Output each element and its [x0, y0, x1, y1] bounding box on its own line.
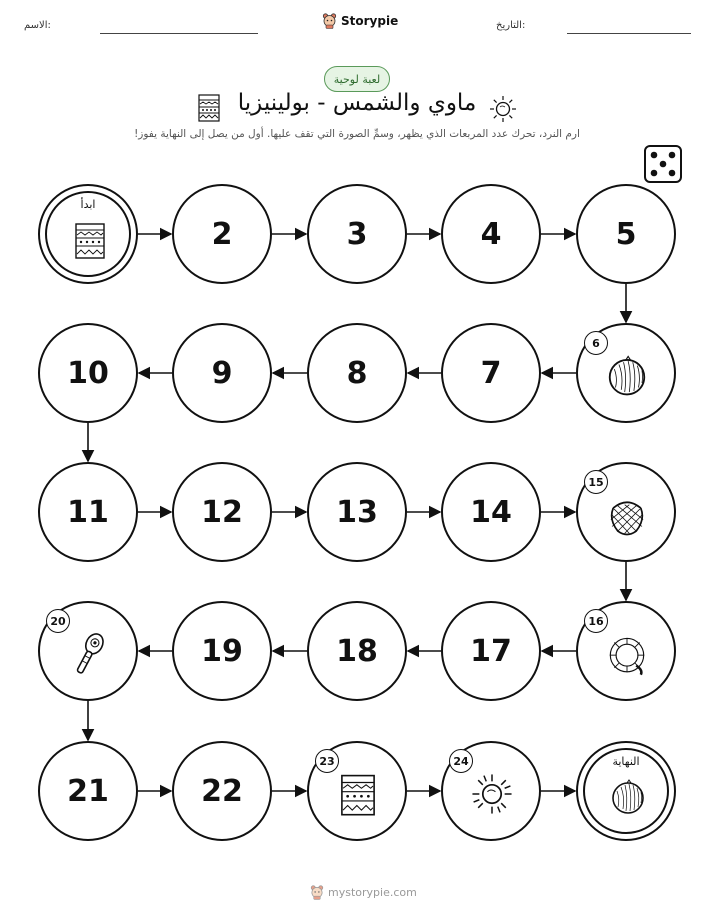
square-number: 10	[67, 355, 109, 391]
board-square-19[interactable]	[172, 601, 272, 701]
game-type-badge: لعبة لوحية	[324, 66, 390, 92]
square-number: 5	[615, 216, 637, 252]
board-square-9[interactable]	[172, 323, 272, 423]
square-number-badge: 6	[584, 331, 608, 355]
coconut-icon	[608, 777, 648, 817]
square-number-badge: 15	[584, 470, 608, 494]
square-number: 11	[67, 494, 109, 530]
board-square-23[interactable]	[307, 741, 407, 841]
board-square-2[interactable]	[172, 184, 272, 284]
board-square-3[interactable]	[307, 184, 407, 284]
finish-label: النهاية	[612, 755, 640, 768]
square-number: 2	[211, 216, 233, 252]
square-number: 22	[201, 773, 243, 809]
board-square-21[interactable]	[38, 741, 138, 841]
board-square-17[interactable]	[441, 601, 541, 701]
square-number: 7	[480, 355, 502, 391]
square-number: 4	[480, 216, 502, 252]
square-number: 12	[201, 494, 243, 530]
board-square-18[interactable]	[307, 601, 407, 701]
sun-icon	[469, 771, 515, 817]
footer	[310, 884, 417, 900]
square-number: 14	[470, 494, 512, 530]
square-number: 17	[470, 633, 512, 669]
board-square-8[interactable]	[307, 323, 407, 423]
board-square-6[interactable]	[576, 323, 676, 423]
name-label: الاسم:	[24, 20, 51, 31]
square-number: 8	[346, 355, 368, 391]
board-square-14[interactable]	[441, 462, 541, 562]
board-square-22[interactable]	[172, 741, 272, 841]
storypie-logo-icon	[310, 884, 324, 900]
square-number: 18	[336, 633, 378, 669]
square-number: 21	[67, 773, 109, 809]
date-label: التاريخ:	[496, 20, 526, 31]
board-square-20[interactable]	[38, 601, 138, 701]
board-square-4[interactable]	[441, 184, 541, 284]
start-label: ابدأ	[80, 198, 96, 211]
board-square-13[interactable]	[307, 462, 407, 562]
start-square[interactable]	[38, 184, 138, 284]
footer-site[interactable]: mystorypie.com	[328, 885, 417, 899]
square-number-badge: 16	[584, 609, 608, 633]
brand-name: Storypie	[341, 13, 399, 28]
square-number-badge: 20	[46, 609, 70, 633]
square-number-badge: 23	[315, 749, 339, 773]
coconut-icon	[604, 353, 650, 399]
board-square-7[interactable]	[441, 323, 541, 423]
carved-club-icon	[66, 631, 112, 677]
board-square-10[interactable]	[38, 323, 138, 423]
fishing-net-icon	[604, 492, 650, 538]
tapa-cloth-icon	[335, 771, 381, 817]
tapa-cloth-icon	[70, 220, 110, 260]
finish-square[interactable]	[576, 741, 676, 841]
board-square-15[interactable]	[576, 462, 676, 562]
board-square-16[interactable]	[576, 601, 676, 701]
rope-coil-icon	[604, 631, 650, 677]
board-square-24[interactable]	[441, 741, 541, 841]
square-number: 3	[346, 216, 368, 252]
square-number: 19	[201, 633, 243, 669]
page-title: ماوي والشمس - بولينيزيا	[237, 90, 477, 116]
instructions: ارم النرد، تحرك عدد المربعات الذي يظهر، وسمِّ الصورة التي تقف عليها. أول من يصل إلى النهاية يفوز!	[134, 128, 580, 140]
board-square-12[interactable]	[172, 462, 272, 562]
board-square-11[interactable]	[38, 462, 138, 562]
board-square-5[interactable]	[576, 184, 676, 284]
square-number: 13	[336, 494, 378, 530]
square-number-badge: 24	[449, 749, 473, 773]
square-number: 9	[211, 355, 233, 391]
